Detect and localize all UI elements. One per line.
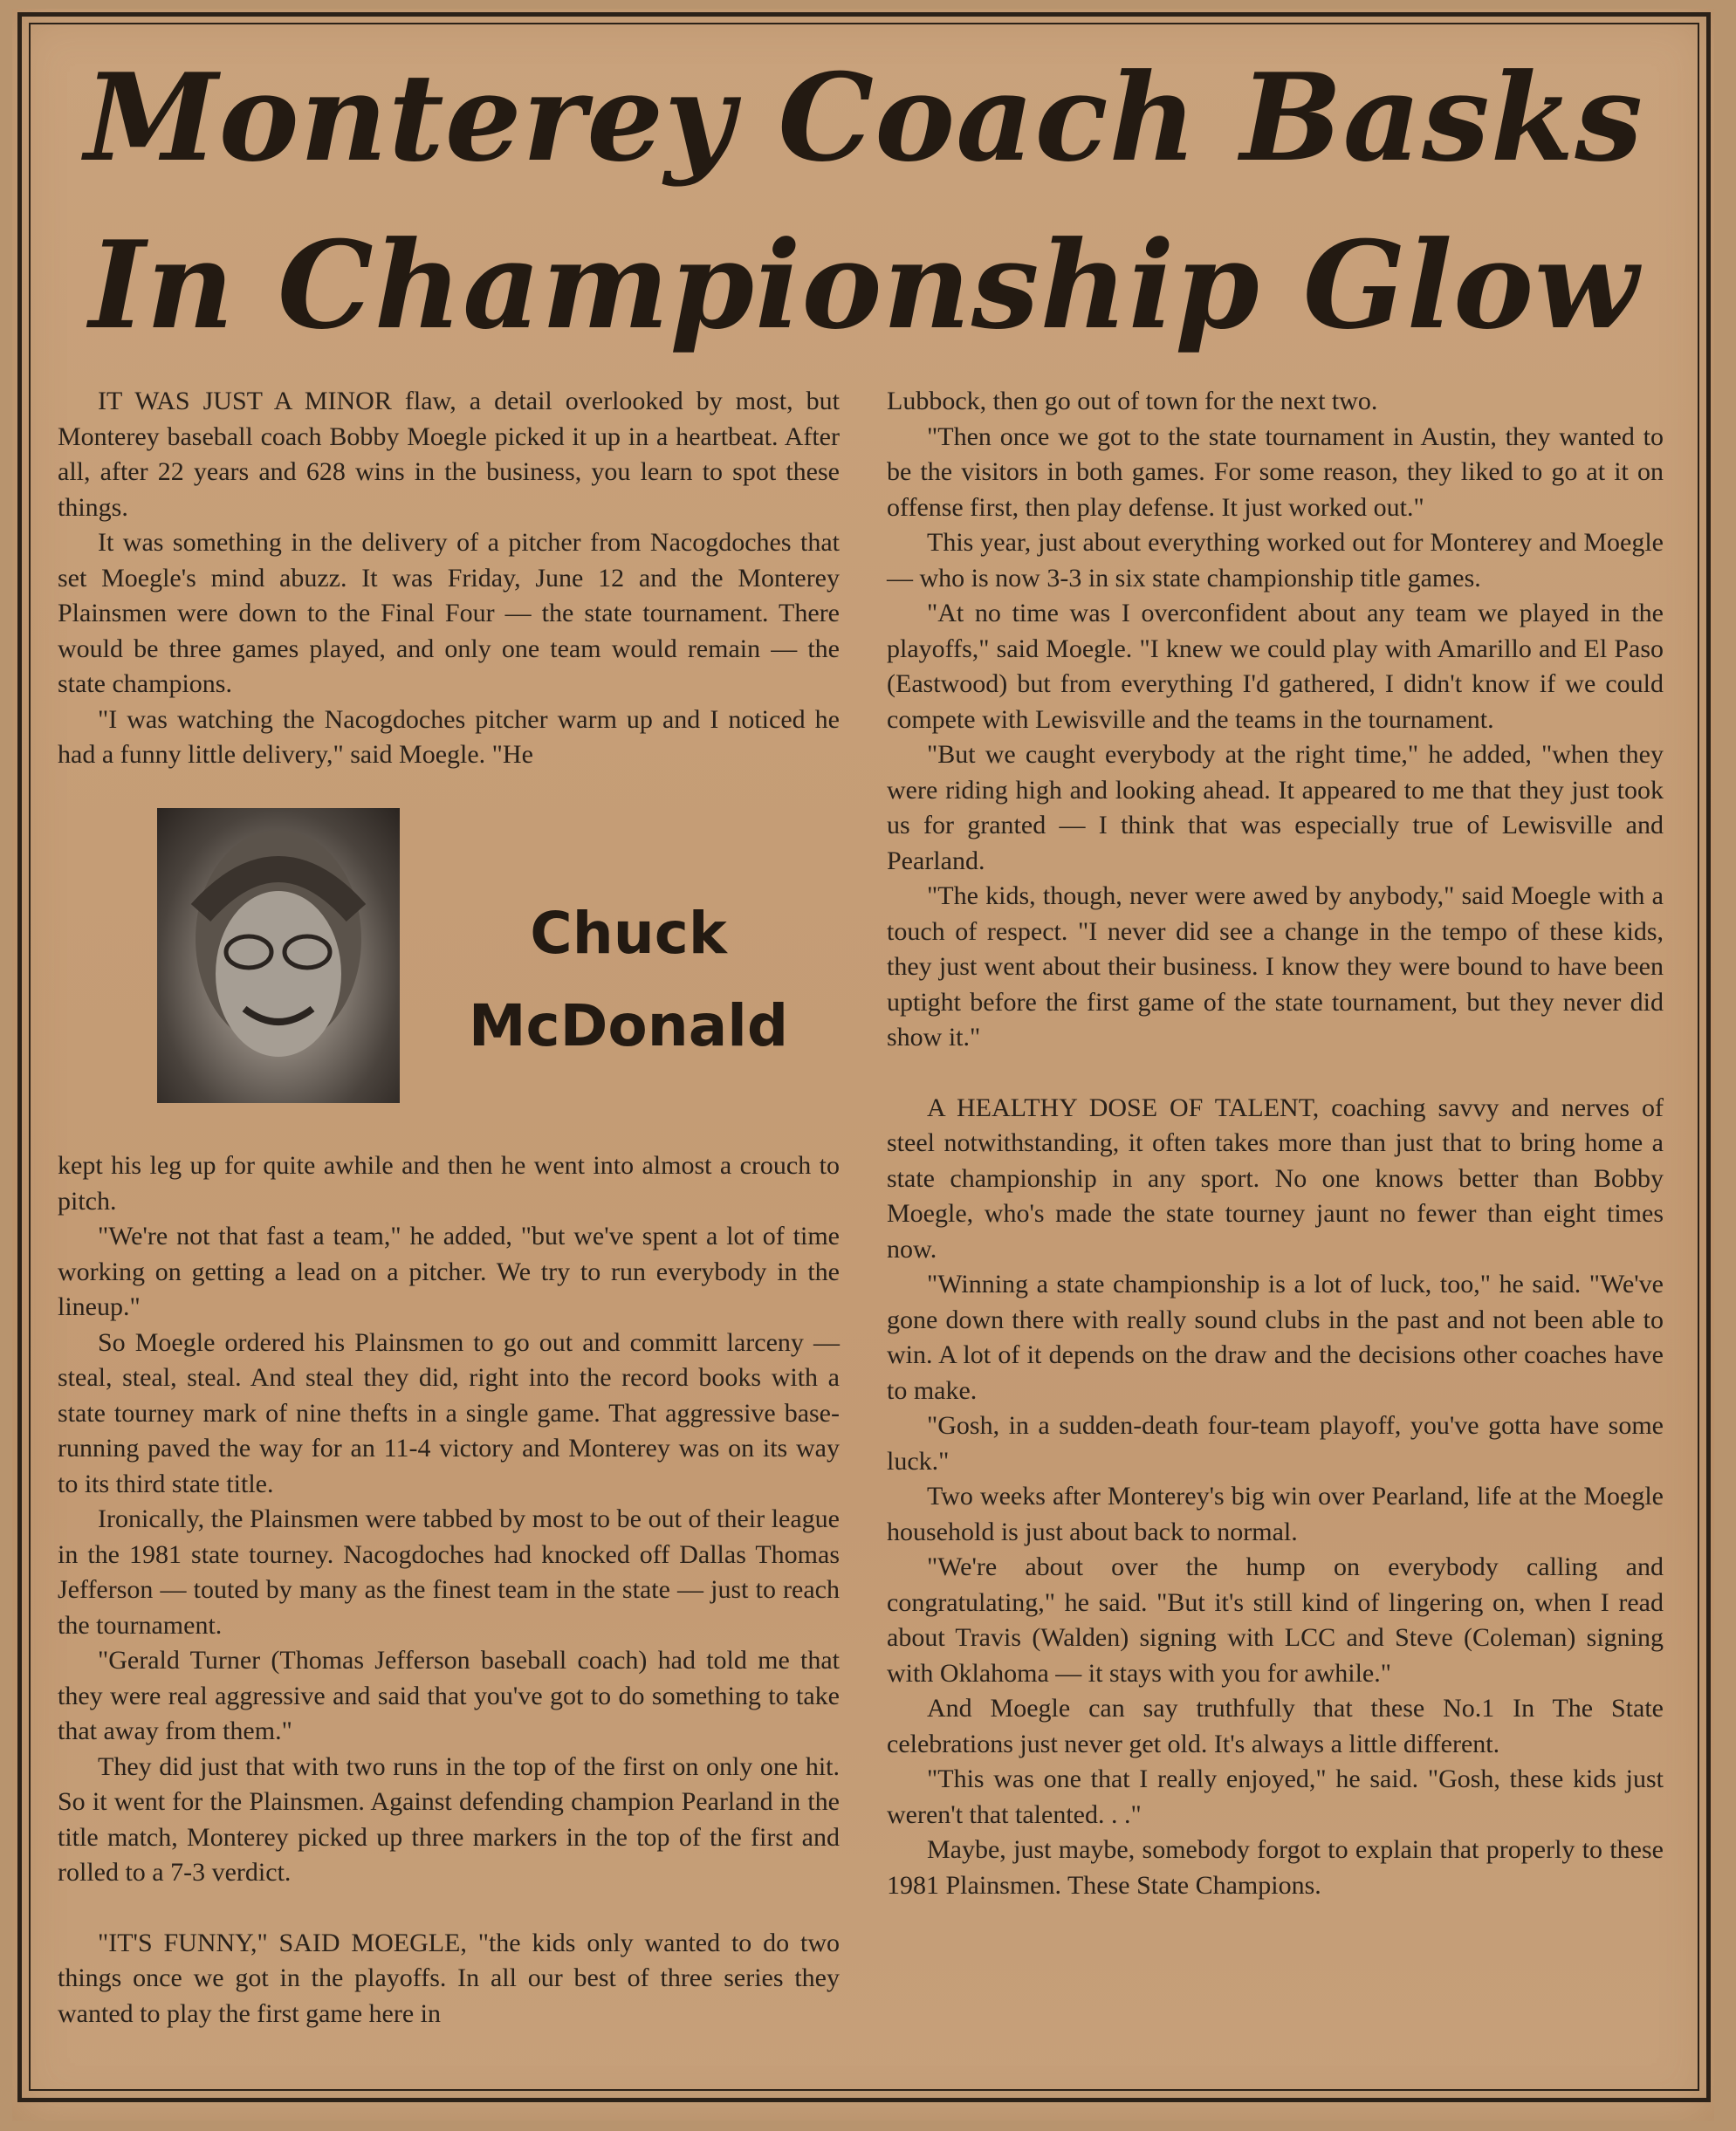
paragraph: kept his leg up for quite awhile and then he went into almost a crouch to pitch. <box>58 1151 840 1216</box>
paragraph: And Moegle can say truthfully that these No.1 In The State celebrations just never get old. It's always a little different. <box>887 1694 1664 1758</box>
paragraph: Lubbock, then go out of town for the next two. <box>887 387 1378 415</box>
paragraph: "But we caught everybody at the right time," he added, "when they were riding high and looking ahead. It appeared to me that they just took us for granted — I think that was especially true of Lewisville and Pearland. <box>887 740 1664 875</box>
column-2 <box>887 384 1664 1903</box>
column-1-bottom <box>58 1148 840 2032</box>
paragraph: "At no time was I overconfident about any team we played in the playoffs," said Moegle. "I knew we could play with Amarillo and El Paso (Eastwood) but from everything I'd gathered, I didn't know if we could compete with Lewisville and the teams in the tournament. <box>887 599 1664 734</box>
paragraph: So Moegle ordered his Plainsmen to go out and committ larceny — steal, steal, steal. And steal they did, right into the record books with a state tourney mark of nine thefts in a single game. That aggressive base-running paved the way for an 11-4 victory and Monterey was on its way to its third state title. <box>58 1327 840 1498</box>
byline-first-name: Chuck <box>530 900 727 967</box>
headline-line-2: In Championship Glow <box>89 214 1639 356</box>
paragraph: "We're not that fast a team," he added, "but we've spent a lot of time working on getting a lead on a pitcher. We try to run everybody in the lineup." <box>58 1222 840 1321</box>
paragraph: "This was one that I really enjoyed," he said. "Gosh, these kids just weren't that talented. . ." <box>887 1764 1664 1829</box>
author-photo <box>157 808 400 1103</box>
byline-last-name: McDonald <box>468 992 789 1059</box>
headline-line-1: Monterey Coach Basks <box>84 46 1644 188</box>
paragraph: They did just that with two runs in the top of the first on only one hit. So it went for the Plainsmen. Against defending champion Pearland in the title match, Monterey picked up three markers in the top of the first and rolled to a 7-3 verdict. <box>58 1751 840 1887</box>
paragraph: "Winning a state championship is a lot of luck, too," he said. "We've gone down there with really sound clubs in the past and not been able to win. A lot of it depends on the draw and the decisions other coaches have to make. <box>887 1270 1664 1405</box>
paragraph: "We're about over the hump on everybody calling and congratulating," he said. "But it's still kind of lingering on, when I read about Travis (Walden) signing with LCC and Steve (Coleman) signing with Oklahoma — it stays with you for awhile." <box>887 1552 1664 1688</box>
paragraph: "The kids, though, never were awed by anybody," said Moegle with a touch of respect. "I never did see a change in the tempo of these kids, they just went about their business. I know they were bound to have been uptight before the first game of the state tournament, but they never did show it." <box>887 881 1664 1052</box>
column-1-top <box>58 384 840 773</box>
paragraph: "Gerald Turner (Thomas Jefferson baseball coach) had told me that they were real aggressive and said that you've got to do something to take that away from them." <box>58 1646 840 1745</box>
paragraph: Maybe, just maybe, somebody forgot to explain that properly to these 1981 Plainsmen. These State Champions. <box>887 1835 1664 1900</box>
paragraph: This year, just about everything worked out for Monterey and Moegle — who is now 3-3 in six state championship title games. <box>887 528 1664 593</box>
paragraph: It was something in the delivery of a pitcher from Nacogdoches that set Moegle's mind abuzz. It was Friday, June 12 and the Monterey Plainsmen were down to the Final Four — the state tournament. There would be three games played, and only one team would remain — the state champions. <box>58 528 840 698</box>
author-portrait-image <box>157 808 400 1103</box>
paragraph: A HEALTHY DOSE OF TALENT, coaching savvy and nerves of steel notwithstanding, it often takes more than just that to bring home a state championship in any sport. No one knows better than Bobby Moegle, who's made the state tourney jaunt no fewer than eight times now. <box>887 1093 1664 1264</box>
paragraph: "Gosh, in a sudden-death four-team playoff, you've gotta have some luck." <box>887 1411 1664 1476</box>
paragraph: "IT'S FUNNY," SAID MOEGLE, "the kids only wanted to do two things once we got in the playoffs. In all our best of three series they wanted to play the first game here in <box>58 1928 840 2028</box>
paragraph: IT WAS JUST A MINOR flaw, a detail overlooked by most, but Monterey baseball coach Bobby Moegle picked it up in a heartbeat. After all, after 22 years and 628 wins in the business, you learn to spot these things. <box>58 387 840 522</box>
paragraph: "I was watching the Nacogdoches pitcher warm up and I noticed he had a funny little delivery," said Moegle. "He <box>58 704 840 769</box>
paragraph: Ironically, the Plainsmen were tabbed by most to be out of their league in the 1981 state tourney. Nacogdoches had knocked off Dallas Thomas Jefferson — touted by many as the finest team in the state — just to reach the tournament. <box>58 1504 840 1640</box>
paragraph: Two weeks after Monterey's big win over Pearland, life at the Moegle household is just about back to normal. <box>887 1482 1664 1546</box>
paragraph: "Then once we got to the state tournament in Austin, they wanted to be the visitors in both games. For some reason, they liked to go at it on offense first, then play defense. It just worked out." <box>887 421 1664 522</box>
